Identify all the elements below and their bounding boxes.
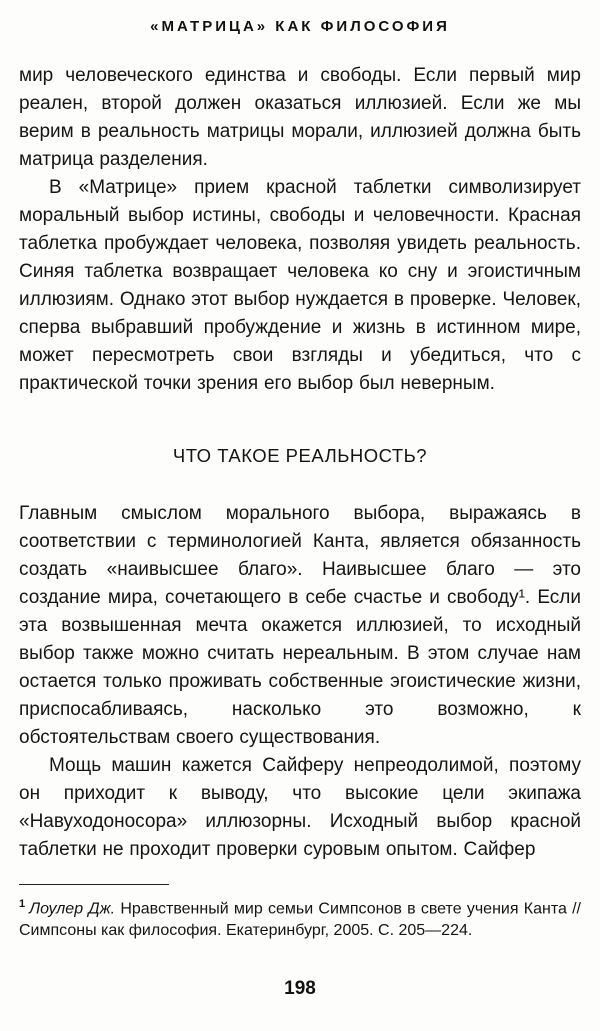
- section-heading: ЧТО ТАКОЕ РЕАЛЬНОСТЬ?: [172, 445, 428, 466]
- footnote-area: [19, 884, 581, 942]
- paragraph: Мощь машин кажется Сайферу непреодолимой, поэтому он приходит к выводу, что высокие цели экипажа «Навуходоносора» иллюзорны. Исходный выбор красной таблетки не проходит проверки суровым опытом. Сайфер: [19, 755, 581, 860]
- footnote-rule: [19, 884, 169, 885]
- paragraph: Главным смыслом морального выбора, выражаясь в соответствии с терминологией Канта, является обязанность создать «наивысшее благо». Наивысшее благо — это создание мира, сочетающего в себе счастье и свободу¹. Если эта возвышенная мечта окажется иллюзией, то исходный выбор также можно считать нереальным. В этом случае нам остается только проживать собственные эгоистические жизни, приспосабливаясь, насколько это возможно, к обстоятельствам своего существования.: [19, 503, 581, 748]
- paragraph: В «Матрице» прием красной таблетки символизирует моральный выбор истины, свободы и человечности. Красная таблетка пробуждает человека, позволяя увидеть реальность. Синяя таблетка возвращает человека ко сну и эгоистичным иллюзиям. Однако этот выбор нуждается в проверке. Человек, сперва выбравший пробуждение и жизнь в истинном мире, может пересмотреть свои взгляды и убедиться, что с практической точки зрения его выбор был неверным.: [19, 177, 581, 394]
- running-head: «МАТРИЦА» КАК ФИЛОСОФИЯ: [150, 18, 450, 35]
- footnote-author: Лоулер Дж.: [29, 900, 116, 918]
- footnote-marker: 1: [19, 898, 26, 910]
- footnote-text: Нравственный мир семьи Симпсонов в свете учения Канта // Симпсоны как философия. Екатеринбург, 2005. С. 205—224.: [19, 900, 582, 940]
- footnote: [19, 893, 581, 942]
- paragraph: мир человеческого единства и свободы. Если первый мир реален, второй должен оказаться иллюзией. Если же мы верим в реальность матрицы морали, иллюзией должна быть матрица разделения.: [19, 65, 581, 170]
- page-number: 198: [284, 978, 316, 999]
- body-text: [19, 62, 581, 864]
